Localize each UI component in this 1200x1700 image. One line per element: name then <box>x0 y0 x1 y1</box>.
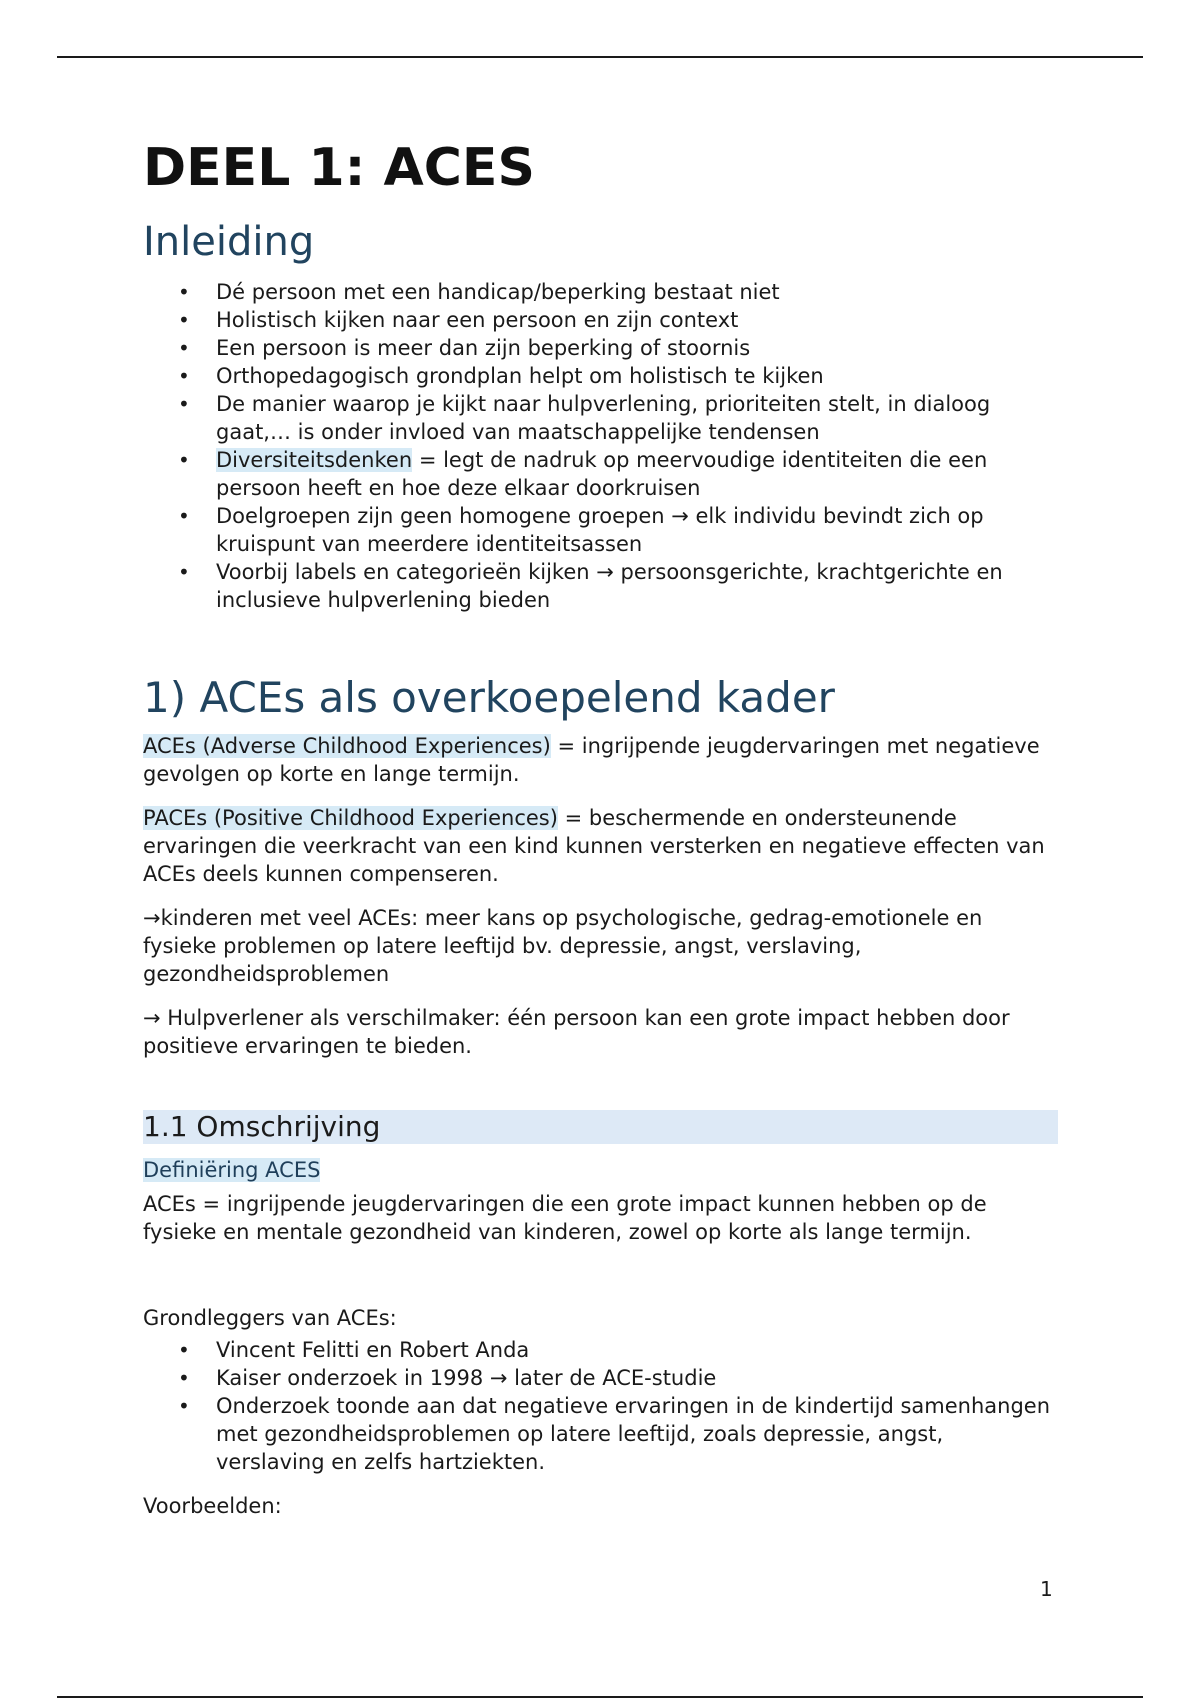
list-item: • Holistisch kijken naar een persoon en zijn context <box>216 306 1058 334</box>
list-item: • De manier waarop je kijkt naar hulpverlening, prioriteiten stelt, in dialoog gaat,… is onder invloed van maatschappelijke tendensen <box>216 390 1058 446</box>
highlight-term: Diversiteitsdenken <box>216 448 413 472</box>
page-title: DEEL 1: ACES <box>143 138 535 198</box>
term-definition: = beschermende en ondersteunende ervaringen die veerkracht van een kind kunnen versterken en negatieve effecten van ACEs deels kunnen compenseren. <box>143 806 1045 886</box>
highlight-term: ACEs (Adverse Childhood Experiences) <box>143 734 551 758</box>
paces-definition <box>143 804 1058 888</box>
definition-paragraph: ACEs = ingrijpende jeugdervaringen die een grote impact kunnen hebben op de fysieke en mentale gezondheid van kinderen, zowel op korte als lange termijn. <box>143 1192 987 1244</box>
intro-list <box>143 278 1058 614</box>
subheading-text: Definiëring ACES <box>143 1158 321 1182</box>
subsection-heading: 1.1 Omschrijving <box>143 1110 1058 1144</box>
arrow-paragraph: →kinderen met veel ACEs: meer kans op psychologische, gedrag-emotionele en fysieke problemen op latere leeftijd bv. depressie, angst, verslaving, gezondheidsproblemen <box>143 906 983 986</box>
bottom-rule <box>57 1696 1143 1698</box>
document-page <box>143 136 1058 1520</box>
founders-list <box>143 1336 1058 1476</box>
list-item: • Doelgroepen zijn geen homogene groepen → elk individu bevindt zich op kruispunt van meerdere identiteitsassen <box>216 502 1058 558</box>
list-item: • Kaiser onderzoek in 1998 → later de ACE-studie <box>216 1364 1058 1392</box>
list-item: • Onderzoek toonde aan dat negatieve ervaringen in de kindertijd samenhangen met gezondheidsproblemen op latere leeftijd, zoals depressie, angst, verslaving en zelfs hartziekten. <box>216 1392 1058 1476</box>
intro-heading: Inleiding <box>143 219 315 265</box>
term-definition: = legt de nadruk op meervoudige identiteiten die een persoon heeft en hoe deze elkaar doorkruisen <box>216 448 988 500</box>
subheading <box>143 1156 1058 1184</box>
list-item <box>216 446 1058 502</box>
section-heading: 1) ACEs als overkoepelend kader <box>143 673 835 722</box>
aces-definition <box>143 732 1058 788</box>
highlight-term: PACEs (Positive Childhood Experiences) <box>143 806 558 830</box>
arrow-paragraph: → Hulpverlener als verschilmaker: één persoon kan een grote impact hebben door positieve ervaringen te bieden. <box>143 1006 1010 1058</box>
founders-label: Grondleggers van ACEs: <box>143 1306 397 1330</box>
list-item: • Dé persoon met een handicap/beperking bestaat niet <box>216 278 1058 306</box>
list-item: • Orthopedagogisch grondplan helpt om holistisch te kijken <box>216 362 1058 390</box>
list-item: • Vincent Felitti en Robert Anda <box>216 1336 1058 1364</box>
list-item: • Een persoon is meer dan zijn beperking of stoornis <box>216 334 1058 362</box>
page-number: 1 <box>1040 1577 1053 1601</box>
top-rule <box>57 56 1143 58</box>
term-definition: = ingrijpende jeugdervaringen met negatieve gevolgen op korte en lange termijn. <box>143 734 1040 786</box>
examples-label: Voorbeelden: <box>143 1494 282 1518</box>
list-item: • Voorbij labels en categorieën kijken → persoonsgerichte, krachtgerichte en inclusieve hulpverlening bieden <box>216 558 1058 614</box>
